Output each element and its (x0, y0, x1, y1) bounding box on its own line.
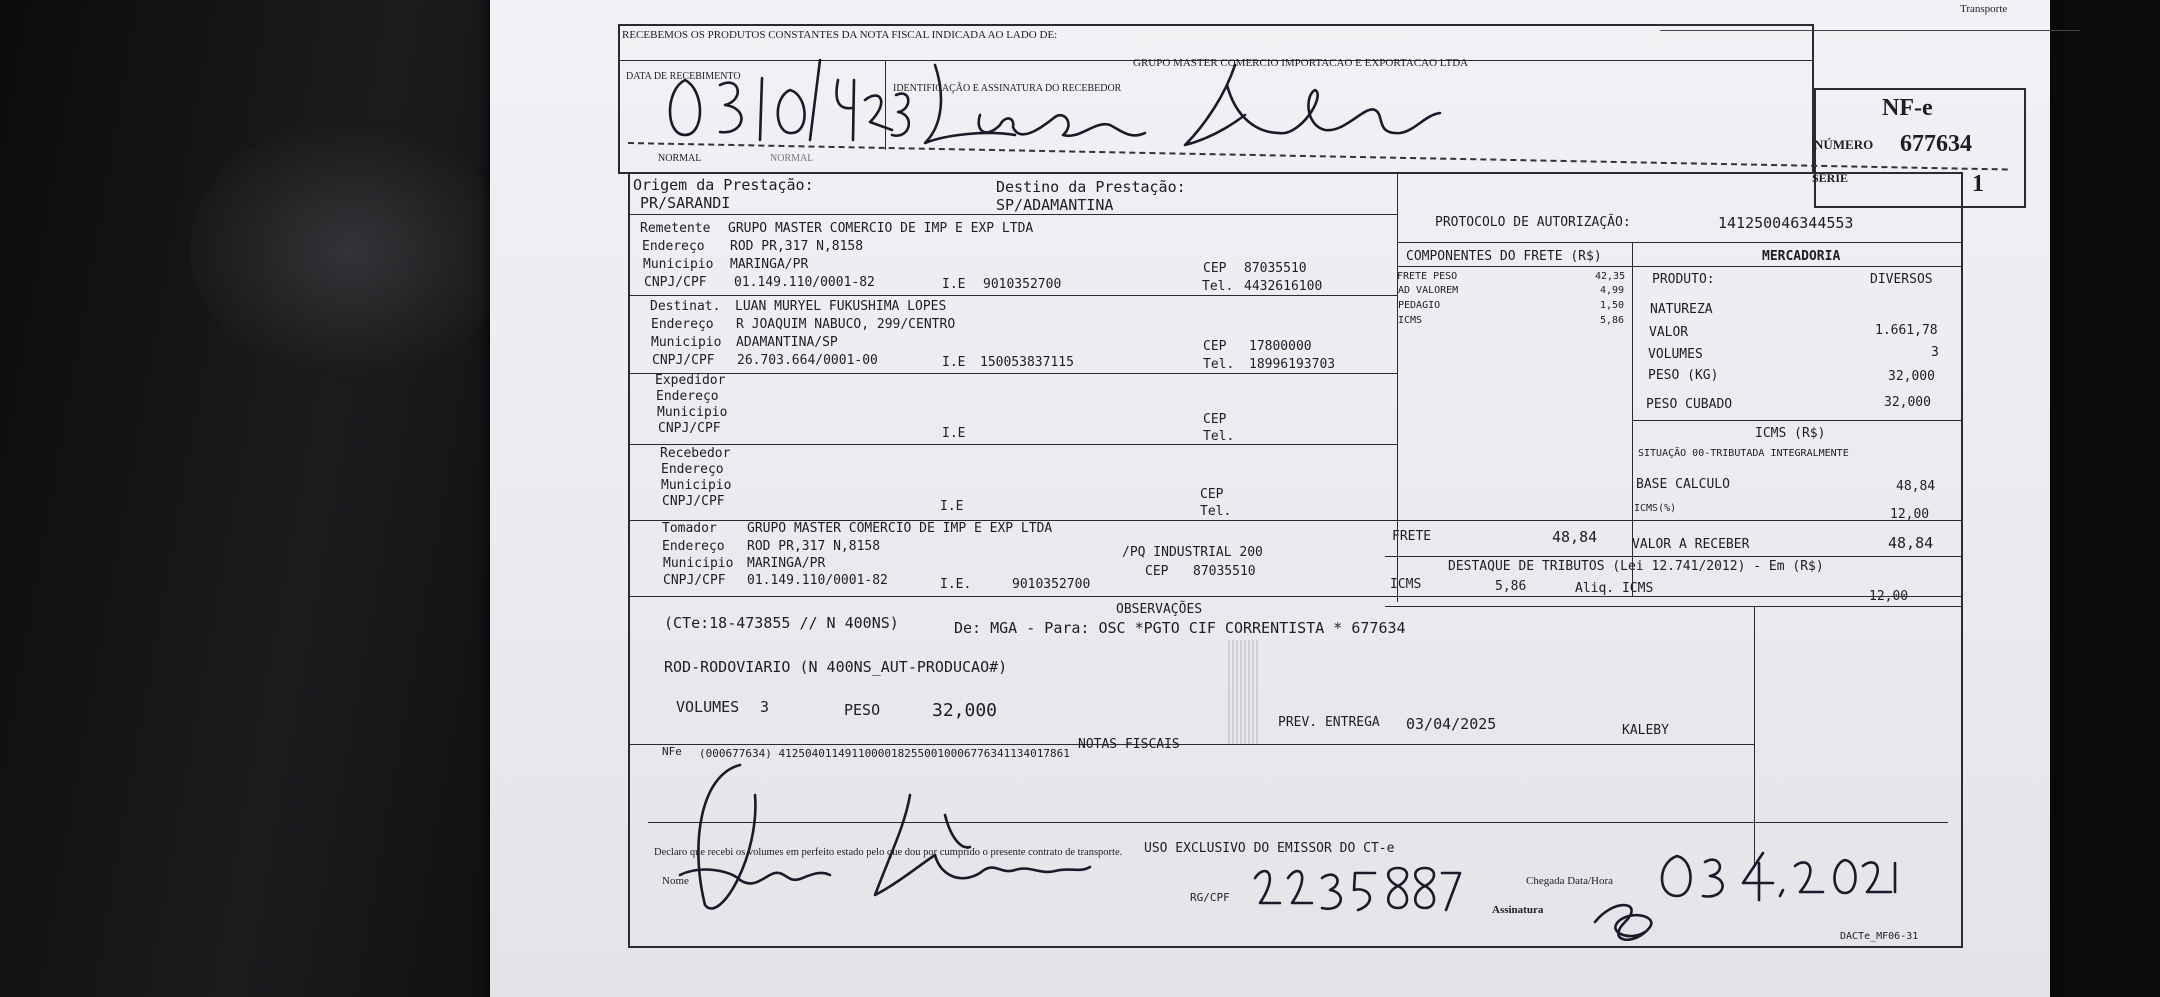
tomador-endereco-label: Endereço (662, 539, 725, 554)
icms-aliq-value: 12,00 (1890, 507, 1930, 522)
remetente-cnpj-label: CNPJ/CPF (644, 275, 707, 290)
numero-label: NÚMERO (1814, 137, 1874, 152)
icms-base-value: 48,84 (1896, 479, 1936, 494)
tomador-name: GRUPO MASTER COMERCIO DE IMP E EXP LTDA (747, 521, 1053, 536)
icms-base-label: BASE CALCULO (1636, 477, 1730, 492)
handwritten-chegada (1655, 848, 1915, 903)
expedidor-cep-label: CEP (1203, 412, 1227, 427)
natureza-label: NATUREZA (1650, 302, 1713, 317)
tomador-municipio: MARINGA/PR (747, 556, 826, 571)
handwritten-date-top (660, 40, 910, 145)
nome-label: Nome (662, 875, 689, 887)
expedidor-label: Expedidor (655, 373, 726, 388)
origem-label: Origem da Prestação: (633, 176, 814, 194)
assinatura-label: Assinatura (1492, 904, 1544, 916)
handwritten-signature-bottom (660, 755, 1100, 935)
obs-peso-label: PESO (844, 701, 881, 719)
recebedor-ie-label: I.E (940, 499, 964, 514)
destinatario-municipio-label: Municipio (651, 335, 722, 350)
destinatario-label: Destinat. (650, 299, 721, 314)
remetente-endereco-label: Endereço (642, 239, 705, 254)
valor-receber-value: 48,84 (1888, 534, 1934, 552)
icms-aliq-label: ICMS(%) (1634, 503, 1677, 514)
destinatario-cep-label: CEP (1203, 339, 1227, 354)
kaleby-text: KALEBY (1622, 723, 1669, 738)
recebedor-tel-label: Tel. (1200, 504, 1232, 519)
protocolo-value: 141250046344553 (1718, 214, 1854, 232)
comp-icms-value: 5,86 (1600, 315, 1625, 326)
remetente-ie-label: I.E (942, 277, 966, 292)
serie-value: 1 (1972, 171, 1984, 197)
remetente-ie: 9010352700 (983, 277, 1062, 292)
componentes-title: COMPONENTES DO FRETE (R$) (1406, 249, 1602, 264)
peso-value: 32,000 (1888, 369, 1935, 384)
remetente-cep: 87035510 (1244, 261, 1307, 276)
normal-label-faint: NORMAL (770, 153, 814, 164)
tomador-label: Tomador (662, 521, 717, 536)
destinatario-cnpj: 26.703.664/0001-00 (737, 353, 878, 368)
obs-peso-value: 32,000 (932, 700, 998, 721)
destinatario-ie: 150053837115 (980, 355, 1074, 370)
data-recebimento-label: DATA DE RECEBIMENTO (626, 71, 741, 82)
destaque-icms-label: ICMS (1390, 577, 1422, 592)
tomador-endereco-extra: /PQ INDUSTRIAL 200 (1122, 545, 1263, 560)
destinatario-cep: 17800000 (1249, 339, 1312, 354)
dacte-footer: DACTe_MF06-31 (1840, 931, 1919, 942)
faint-stamp (1228, 640, 1258, 745)
prev-entrega-value: 03/04/2025 (1406, 715, 1497, 733)
obs-de-para: De: MGA - Para: OSC *PGTO CIF CORRENTISTA * 677634 (954, 619, 1406, 637)
destino-value: SP/ADAMANTINA (996, 196, 1114, 214)
expedidor-endereco-label: Endereço (656, 389, 719, 404)
comp-icms-label: ICMS (1398, 315, 1423, 326)
produto-value: DIVERSOS (1870, 272, 1933, 287)
destaque-aliq-value: 12,00 (1869, 589, 1909, 604)
notas-title: NOTAS FISCAIS (1078, 737, 1180, 752)
recebedor-endereco-label: Endereço (661, 462, 724, 477)
recebedor-label: Recebedor (660, 446, 731, 461)
destinatario-tel: 18996193703 (1249, 357, 1336, 372)
numero-value: 677634 (1900, 131, 1972, 157)
normal-label: NORMAL (658, 153, 702, 164)
remetente-municipio-label: Municipio (643, 257, 714, 272)
obs-cte: (CTe:18-473855 // N 400NS) (664, 614, 899, 632)
tomador-ie-label: I.E. (940, 577, 972, 592)
destaque-title: DESTAQUE DE TRIBUTOS (Lei 12.741/2012) - Em (R$) (1448, 559, 1824, 574)
valor-label: VALOR (1649, 325, 1689, 340)
nfe-key: (000677634) 41250401149110000182550010006776341134017861 (699, 747, 1070, 760)
frete-label: FRETE (1392, 529, 1432, 544)
destinatario-endereco-label: Endereço (651, 317, 714, 332)
tomador-endereco: ROD PR,317 N,8158 (747, 539, 881, 554)
tomador-cep: 87035510 (1193, 564, 1256, 579)
volumes-value: 3 (1931, 345, 1939, 360)
comp-pedagio-value: 1,50 (1600, 300, 1625, 311)
comp-frete-peso-label: FRETE PESO (1397, 271, 1458, 282)
handwritten-assinatura (1585, 892, 1665, 952)
destinatario-endereco: R JOAQUIM NABUCO, 299/CENTRO (736, 317, 956, 332)
remetente-cnpj: 01.149.110/0001-82 (734, 275, 875, 290)
recebedor-cnpj-label: CNPJ/CPF (662, 494, 725, 509)
volumes-label: VOLUMES (1648, 347, 1703, 362)
identificacao-label: IDENTIFICAÇÃO E ASSINATURA DO RECEBEDOR (893, 83, 1122, 94)
handwritten-rg (1250, 848, 1480, 923)
expedidor-cnpj-label: CNPJ/CPF (658, 421, 721, 436)
frete-value: 48,84 (1552, 528, 1598, 546)
produto-label: PRODUTO: (1652, 272, 1715, 287)
icms-situacao: SITUAÇÃO 00-TRIBUTADA INTEGRALMENTE (1638, 448, 1849, 459)
destinatario-ie-label: I.E (942, 355, 966, 370)
destinatario-municipio: ADAMANTINA/SP (736, 335, 838, 350)
valor-value: 1.661,78 (1875, 323, 1938, 338)
icms-title: ICMS (R$) (1755, 426, 1826, 441)
nfe-title: NF-e (1882, 95, 1933, 121)
remetente-municipio: MARINGA/PR (730, 257, 809, 272)
declaro-text: Declaro que recebi os volumes em perfeito estado pelo que dou por cumprido o presente contrato de transporte. (654, 847, 1123, 858)
emissor-title: USO EXCLUSIVO DO EMISSOR DO CT-e (1144, 841, 1395, 856)
destinatario-name: LUAN MURYEL FUKUSHIMA LOPES (735, 299, 947, 314)
recebedor-cep-label: CEP (1200, 487, 1224, 502)
peso-label: PESO (KG) (1648, 368, 1719, 383)
expedidor-ie-label: I.E (942, 426, 966, 441)
serie-label: SÉRIE (1812, 171, 1849, 185)
rg-cpf-label: RG/CPF (1190, 891, 1230, 904)
valor-receber-label: VALOR A RECEBER (1632, 537, 1750, 552)
remetente-cep-label: CEP (1203, 261, 1227, 276)
destinatario-cnpj-label: CNPJ/CPF (652, 353, 715, 368)
tomador-municipio-label: Municipio (663, 556, 734, 571)
tomador-cnpj: 01.149.110/0001-82 (747, 573, 888, 588)
prev-entrega-label: PREV. ENTREGA (1278, 715, 1380, 730)
top-stub-text: Transporte (1960, 3, 2008, 15)
nfe-label: NFe (662, 745, 682, 758)
remetente-tel-label: Tel. (1202, 279, 1234, 294)
mercadoria-title: MERCADORIA (1762, 249, 1841, 264)
chegada-label: Chegada Data/Hora (1526, 875, 1614, 887)
destaque-aliq-label: Aliq. ICMS (1575, 581, 1654, 596)
obs-rodoviario: ROD-RODOVIARIO (N 400NS_AUT-PRODUCAO#) (664, 658, 1008, 676)
comp-ad-valorem-value: 4,99 (1600, 285, 1625, 296)
destino-label: Destino da Prestação: (996, 178, 1186, 196)
origem-value: PR/SARANDI (640, 194, 731, 212)
remetente-name: GRUPO MASTER COMERCIO DE IMP E EXP LTDA (728, 221, 1034, 236)
canhoto-header-text: RECEBEMOS OS PRODUTOS CONSTANTES DA NOTA FISCAL INDICADA AO LADO DE: (622, 29, 1058, 41)
tomador-cep-label: CEP (1145, 564, 1169, 579)
destaque-icms-value: 5,86 (1495, 579, 1527, 594)
remetente-endereco: ROD PR,317 N,8158 (730, 239, 864, 254)
expedidor-tel-label: Tel. (1203, 429, 1235, 444)
handwritten-signature-top (905, 55, 1445, 155)
remetente-label: Remetente (640, 221, 711, 236)
tomador-cnpj-label: CNPJ/CPF (663, 573, 726, 588)
peso-cubado-label: PESO CUBADO (1646, 397, 1733, 412)
canhoto-company: GRUPO MASTER COMERCIO IMPORTACAO E EXPORTACAO LTDA (1133, 57, 1469, 69)
protocolo-label: PROTOCOLO DE AUTORIZAÇÃO: (1435, 215, 1631, 230)
peso-cubado-value: 32,000 (1884, 395, 1931, 410)
observacoes-title: OBSERVAÇÕES (1116, 602, 1203, 617)
obs-volumes-label: VOLUMES (676, 698, 740, 716)
obs-volumes-value: 3 (760, 698, 770, 716)
tomador-ie: 9010352700 (1012, 577, 1091, 592)
comp-ad-valorem-label: AD VALOREM (1398, 285, 1459, 296)
comp-frete-peso-value: 42,35 (1595, 271, 1626, 282)
expedidor-municipio-label: Municipio (657, 405, 728, 420)
remetente-tel: 4432616100 (1244, 279, 1323, 294)
recebedor-municipio-label: Municipio (661, 478, 732, 493)
comp-pedagio-label: PEDAGIO (1398, 300, 1441, 311)
destinatario-tel-label: Tel. (1203, 357, 1235, 372)
